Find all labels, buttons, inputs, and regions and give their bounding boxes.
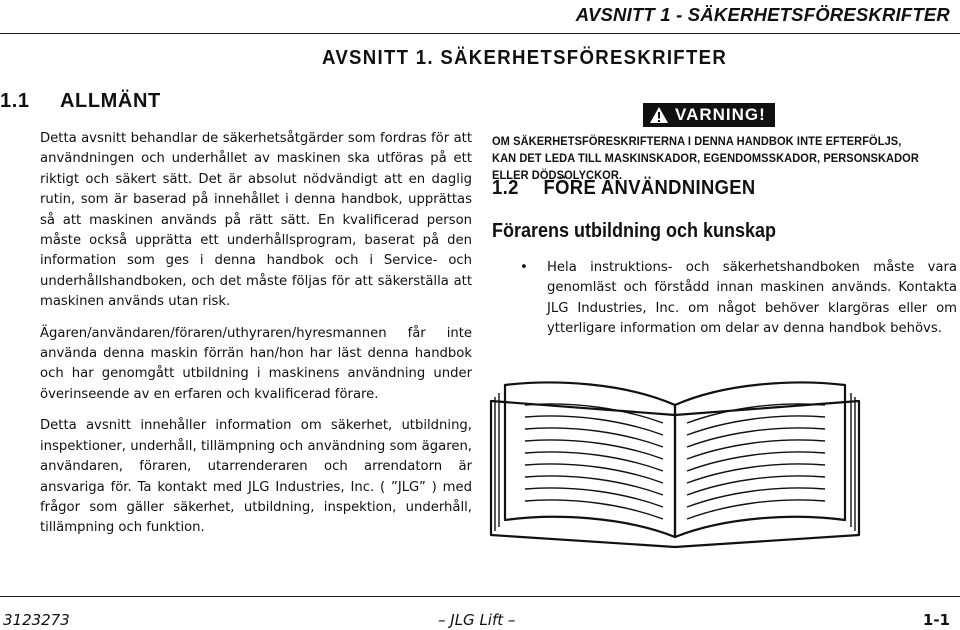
left-column	[40, 129, 472, 550]
heading-number: 1.2	[492, 177, 519, 199]
footer-center: – JLG Lift –	[438, 611, 516, 629]
paragraph: Detta avsnitt innehåller information om säkerhet, utbildning, inspektioner, underhåll, tillämpning och användning som ägaren, användaren, föraren, utarrenderaren och arrendatorn är ansvariga för. Ta kontakt med JLG Industries, Inc. ( ”JLG” ) med frågor som gäller säkerhet, utbildning, inspektion, underhåll, tillämpning och funktion.	[40, 418, 472, 536]
warning-text: OM SÄKERHETSFÖRESKRIFTERNA I DENNA HANDBOK INTE EFTERFÖLJS, KAN DET LEDA TILL MASKINSKADOR, EGENDOMSSKADOR, PERSONSKADOR ELLER DÖDSOLYCKOR.	[492, 134, 919, 182]
subheading: Förarens utbildning och kunskap	[492, 220, 777, 242]
paragraph: Ägaren/användaren/föraren/uthyraren/hyresmannen får inte använda denna maskin förrän han/hon har läst denna handbok och har genomgått utbildning i maskinens användning under överinseende av en erfaren och kvalificerad förare.	[40, 325, 472, 402]
warning-triangle-icon	[649, 106, 669, 124]
open-book-icon	[485, 375, 865, 555]
footer-rule	[0, 596, 960, 597]
warning-label: VARNING!	[675, 105, 766, 124]
warning-badge	[643, 103, 775, 127]
bullet-text: Hela instruktions- och säkerhetshandboken måste vara genomläst och förstådd innan maskinen används. Kontakta JLG Industries, Inc. om något behöver klargöras eller om ytterligare information om delar av denna handbok behövs.	[547, 260, 957, 337]
paragraph: Detta avsnitt behandlar de säkerhetsåtgärder som fordras för att användningen och underhållet av maskinen ska utföras på ett riktigt och säkert sätt. Det är absolut nödvändigt att en daglig rutin, som är baserad på innehållet i denna handbok, upprättas så att maskinen används på rätt sätt. En kvalificerad person måste också upprätta ett underhållsprogram, baserat på den information som ges i denna handbok och i Service- och underhållshandboken, och det måste följas för att säkerställa att maskinen används utan risk.	[40, 131, 472, 310]
running-header: AVSNITT 1 - SÄKERHETSFÖRESKRIFTER	[575, 4, 950, 25]
footer-page-number: 1-1	[922, 611, 950, 629]
heading-1-1	[0, 90, 161, 113]
heading-title: ALLMÄNT	[60, 90, 161, 112]
bullet-dot-icon: •	[520, 260, 528, 275]
header-rule	[0, 33, 960, 34]
heading-1-2	[492, 177, 756, 200]
footer-doc-number: 3123273	[3, 611, 70, 629]
section-title: AVSNITT 1. SÄKERHETSFÖRESKRIFTER	[322, 47, 728, 69]
heading-number: 1.1	[0, 90, 30, 112]
heading-title: FÖRE ANVÄNDNINGEN	[543, 177, 756, 199]
